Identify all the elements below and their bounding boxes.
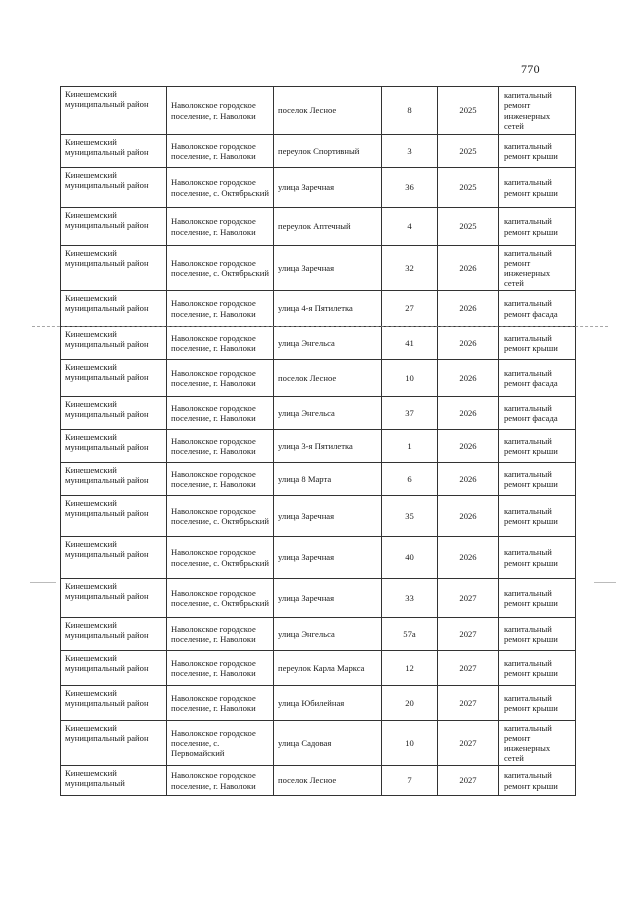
house-number-cell: 3	[382, 135, 438, 168]
year-cell: 2027	[438, 618, 499, 651]
house-number-cell: 37	[382, 397, 438, 430]
house-number-cell: 57а	[382, 618, 438, 651]
work-type-cell: капитальный ремонт крыши	[499, 496, 576, 537]
year-cell: 2026	[438, 496, 499, 537]
street-cell: улица 3-я Пятилетка	[274, 430, 382, 463]
street-cell: поселок Лесное	[274, 360, 382, 397]
district-cell: Кинешемский муниципальный район	[61, 463, 167, 496]
settlement-cell: Наволокское городское поселение, с. Октябрьский	[167, 579, 274, 618]
year-cell: 2026	[438, 246, 499, 291]
year-cell: 2025	[438, 135, 499, 168]
district-cell: Кинешемский муниципальный район	[61, 87, 167, 135]
street-cell: переулок Карла Маркса	[274, 651, 382, 686]
year-cell: 2026	[438, 291, 499, 327]
table-row	[61, 327, 576, 360]
table-row	[61, 721, 576, 766]
year-cell: 2026	[438, 360, 499, 397]
street-cell: улица Юбилейная	[274, 686, 382, 721]
scan-mark-left	[30, 582, 56, 583]
work-type-cell: капитальный ремонт крыши	[499, 430, 576, 463]
district-cell: Кинешемский муниципальный район	[61, 397, 167, 430]
street-cell: улица Заречная	[274, 579, 382, 618]
repair-schedule-table-wrap	[60, 86, 576, 796]
table-row	[61, 463, 576, 496]
work-type-cell: капитальный ремонт крыши	[499, 618, 576, 651]
district-cell: Кинешемский муниципальный район	[61, 721, 167, 766]
year-cell: 2027	[438, 579, 499, 618]
work-type-cell: капитальный ремонт фасада	[499, 291, 576, 327]
year-cell: 2026	[438, 327, 499, 360]
work-type-cell: капитальный ремонт крыши	[499, 766, 576, 796]
house-number-cell: 27	[382, 291, 438, 327]
work-type-cell: капитальный ремонт инженерных сетей	[499, 246, 576, 291]
house-number-cell: 4	[382, 208, 438, 246]
district-cell: Кинешемский муниципальный район	[61, 651, 167, 686]
year-cell: 2027	[438, 686, 499, 721]
table-row	[61, 135, 576, 168]
house-number-cell: 6	[382, 463, 438, 496]
district-cell: Кинешемский муниципальный район	[61, 168, 167, 208]
year-cell: 2025	[438, 87, 499, 135]
street-cell: улица Энгельса	[274, 397, 382, 430]
district-cell: Кинешемский муниципальный район	[61, 246, 167, 291]
work-type-cell: капитальный ремонт крыши	[499, 208, 576, 246]
year-cell: 2027	[438, 651, 499, 686]
year-cell: 2026	[438, 537, 499, 579]
house-number-cell: 36	[382, 168, 438, 208]
year-cell: 2027	[438, 766, 499, 796]
house-number-cell: 1	[382, 430, 438, 463]
street-cell: улица Заречная	[274, 246, 382, 291]
year-cell: 2026	[438, 397, 499, 430]
work-type-cell: капитальный ремонт фасада	[499, 360, 576, 397]
year-cell: 2026	[438, 463, 499, 496]
table-row	[61, 430, 576, 463]
district-cell: Кинешемский муниципальный район	[61, 135, 167, 168]
settlement-cell: Наволокское городское поселение, г. Наволоки	[167, 208, 274, 246]
table-row	[61, 168, 576, 208]
house-number-cell: 41	[382, 327, 438, 360]
street-cell: улица Энгельса	[274, 618, 382, 651]
table-row	[61, 87, 576, 135]
street-cell: поселок Лесное	[274, 766, 382, 796]
table-row	[61, 537, 576, 579]
street-cell: улица Заречная	[274, 168, 382, 208]
work-type-cell: капитальный ремонт инженерных сетей	[499, 87, 576, 135]
street-cell: поселок Лесное	[274, 87, 382, 135]
work-type-cell: капитальный ремонт крыши	[499, 168, 576, 208]
house-number-cell: 20	[382, 686, 438, 721]
street-cell: переулок Аптечный	[274, 208, 382, 246]
settlement-cell: Наволокское городское поселение, с. Октябрьский	[167, 246, 274, 291]
settlement-cell: Наволокское городское поселение, г. Наволоки	[167, 135, 274, 168]
year-cell: 2025	[438, 168, 499, 208]
house-number-cell: 12	[382, 651, 438, 686]
page-number: 770	[521, 62, 540, 76]
settlement-cell: Наволокское городское поселение, г. Наволоки	[167, 397, 274, 430]
settlement-cell: Наволокское городское поселение, г. Наволоки	[167, 766, 274, 796]
work-type-cell: капитальный ремонт крыши	[499, 327, 576, 360]
settlement-cell: Наволокское городское поселение, с. Октябрьский	[167, 496, 274, 537]
house-number-cell: 10	[382, 360, 438, 397]
table-row	[61, 291, 576, 327]
settlement-cell: Наволокское городское поселение, г. Наволоки	[167, 463, 274, 496]
work-type-cell: капитальный ремонт крыши	[499, 135, 576, 168]
district-cell: Кинешемский муниципальный	[61, 766, 167, 796]
table-row	[61, 208, 576, 246]
district-cell: Кинешемский муниципальный район	[61, 496, 167, 537]
street-cell: улица Заречная	[274, 496, 382, 537]
district-cell: Кинешемский муниципальный район	[61, 579, 167, 618]
settlement-cell: Наволокское городское поселение, г. Наволоки	[167, 291, 274, 327]
table-row	[61, 246, 576, 291]
table-row	[61, 397, 576, 430]
district-cell: Кинешемский муниципальный район	[61, 430, 167, 463]
house-number-cell: 8	[382, 87, 438, 135]
work-type-cell: капитальный ремонт крыши	[499, 463, 576, 496]
house-number-cell: 32	[382, 246, 438, 291]
fold-line	[32, 326, 608, 327]
district-cell: Кинешемский муниципальный район	[61, 291, 167, 327]
district-cell: Кинешемский муниципальный район	[61, 618, 167, 651]
settlement-cell: Наволокское городское поселение, г. Наволоки	[167, 360, 274, 397]
year-cell: 2025	[438, 208, 499, 246]
district-cell: Кинешемский муниципальный район	[61, 537, 167, 579]
settlement-cell: Наволокское городское поселение, г. Наволоки	[167, 327, 274, 360]
work-type-cell: капитальный ремонт инженерных сетей	[499, 721, 576, 766]
table-row	[61, 766, 576, 796]
table-row	[61, 360, 576, 397]
street-cell: улица Заречная	[274, 537, 382, 579]
street-cell: переулок Спортивный	[274, 135, 382, 168]
work-type-cell: капитальный ремонт крыши	[499, 651, 576, 686]
house-number-cell: 35	[382, 496, 438, 537]
settlement-cell: Наволокское городское поселение, г. Наволоки	[167, 430, 274, 463]
street-cell: улица 4-я Пятилетка	[274, 291, 382, 327]
year-cell: 2026	[438, 430, 499, 463]
work-type-cell: капитальный ремонт крыши	[499, 686, 576, 721]
street-cell: улица 8 Марта	[274, 463, 382, 496]
scan-mark-right	[594, 582, 616, 583]
house-number-cell: 7	[382, 766, 438, 796]
settlement-cell: Наволокское городское поселение, с. Первомайский	[167, 721, 274, 766]
table-row	[61, 496, 576, 537]
settlement-cell: Наволокское городское поселение, с. Октябрьский	[167, 168, 274, 208]
street-cell: улица Садовая	[274, 721, 382, 766]
table-row	[61, 651, 576, 686]
district-cell: Кинешемский муниципальный район	[61, 208, 167, 246]
house-number-cell: 40	[382, 537, 438, 579]
table-body	[61, 87, 576, 796]
house-number-cell: 10	[382, 721, 438, 766]
settlement-cell: Наволокское городское поселение, г. Наволоки	[167, 618, 274, 651]
repair-schedule-table	[60, 86, 576, 796]
house-number-cell: 33	[382, 579, 438, 618]
work-type-cell: капитальный ремонт крыши	[499, 537, 576, 579]
work-type-cell: капитальный ремонт фасада	[499, 397, 576, 430]
settlement-cell: Наволокское городское поселение, г. Наволоки	[167, 686, 274, 721]
table-row	[61, 579, 576, 618]
settlement-cell: Наволокское городское поселение, г. Наволоки	[167, 87, 274, 135]
year-cell: 2027	[438, 721, 499, 766]
settlement-cell: Наволокское городское поселение, с. Октябрьский	[167, 537, 274, 579]
work-type-cell: капитальный ремонт крыши	[499, 579, 576, 618]
district-cell: Кинешемский муниципальный район	[61, 360, 167, 397]
table-row	[61, 618, 576, 651]
district-cell: Кинешемский муниципальный район	[61, 686, 167, 721]
street-cell: улица Энгельса	[274, 327, 382, 360]
settlement-cell: Наволокское городское поселение, г. Наволоки	[167, 651, 274, 686]
district-cell: Кинешемский муниципальный район	[61, 327, 167, 360]
table-row	[61, 686, 576, 721]
